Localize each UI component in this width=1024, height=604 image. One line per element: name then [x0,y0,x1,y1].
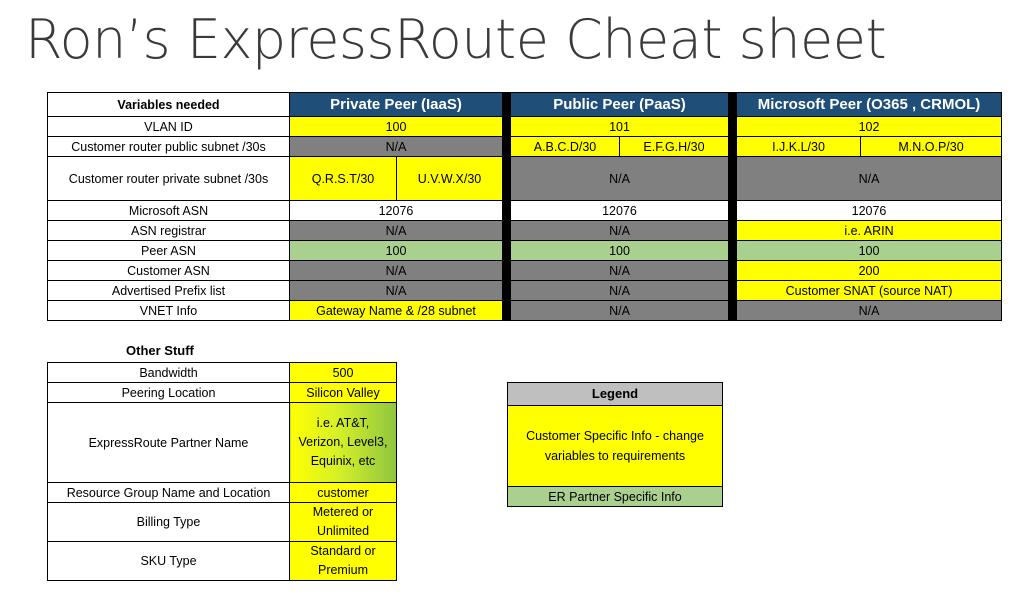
cell-private-subnet-private-b: U.V.W.X/30 [397,157,503,201]
row-label-vnet: VNET Info [48,301,290,321]
cell-asn-registrar-microsoft: i.e. ARIN [737,221,1002,241]
cell-prefix-list-private: N/A [290,281,503,301]
other-label-billing-type: Billing Type [48,503,290,542]
cell-vnet-private: Gateway Name & /28 subnet [290,301,503,321]
row-label-microsoft-asn: Microsoft ASN [48,201,290,221]
other-value-bandwidth: 500 [290,363,397,383]
cell-public-subnet-microsoft-b: M.N.O.P/30 [861,137,1002,157]
cell-customer-asn-private: N/A [290,261,503,281]
header-variables: Variables needed [48,93,290,117]
cell-prefix-list-public: N/A [511,281,729,301]
cell-private-subnet-public: N/A [511,157,729,201]
other-label-peering-location: Peering Location [48,383,290,403]
other-label-bandwidth: Bandwidth [48,363,290,383]
cell-peer-asn-private: 100 [290,241,503,261]
cell-vnet-public: N/A [511,301,729,321]
legend-table [507,382,723,507]
row-label-peer-asn: Peer ASN [48,241,290,261]
legend-customer-specific: Customer Specific Info - change variables to requirements [508,406,723,487]
cell-public-subnet-public-b: E.F.G.H/30 [620,137,729,157]
cell-peer-asn-microsoft: 100 [737,241,1002,261]
other-value-partner-name: i.e. AT&T, Verizon, Level3, Equinix, etc [290,403,397,483]
cell-public-subnet-public-a: A.B.C.D/30 [511,137,620,157]
header-public-peer: Public Peer (PaaS) [511,93,729,117]
cell-microsoft-asn-private: 12076 [290,201,503,221]
cell-vlan-microsoft: 102 [737,117,1002,137]
cell-public-subnet-private: N/A [290,137,503,157]
other-value-sku-type: Standard or Premium [290,542,397,581]
cell-asn-registrar-public: N/A [511,221,729,241]
row-label-vlan: VLAN ID [48,117,290,137]
cell-public-subnet-microsoft-a: I.J.K.L/30 [737,137,861,157]
cell-vnet-microsoft: N/A [737,301,1002,321]
cell-peer-asn-public: 100 [511,241,729,261]
column-separator [503,93,511,321]
header-microsoft-peer: Microsoft Peer (O365 , CRMOL) [737,93,1002,117]
other-value-peering-location: Silicon Valley [290,383,397,403]
row-label-prefix-list: Advertised Prefix list [48,281,290,301]
legend-title: Legend [508,383,723,406]
cell-vlan-public: 101 [511,117,729,137]
page-title: Ron’s ExpressRoute Cheat sheet [25,8,887,71]
other-stuff-table [47,362,397,581]
other-label-partner-name: ExpressRoute Partner Name [48,403,290,483]
cell-private-subnet-microsoft: N/A [737,157,1002,201]
peering-table [47,92,1002,321]
legend-partner-specific: ER Partner Specific Info [508,487,723,507]
cell-customer-asn-microsoft: 200 [737,261,1002,281]
row-label-public-subnet: Customer router public subnet /30s [48,137,290,157]
cell-customer-asn-public: N/A [511,261,729,281]
cell-microsoft-asn-microsoft: 12076 [737,201,1002,221]
cell-private-subnet-private-a: Q.R.S.T/30 [290,157,397,201]
row-label-asn-registrar: ASN registrar [48,221,290,241]
row-label-private-subnet: Customer router private subnet /30s [48,157,290,201]
cell-microsoft-asn-public: 12076 [511,201,729,221]
row-label-customer-asn: Customer ASN [48,261,290,281]
header-private-peer: Private Peer (IaaS) [290,93,503,117]
cell-asn-registrar-private: N/A [290,221,503,241]
column-separator [729,93,737,321]
other-stuff-title: Other Stuff [126,343,194,358]
other-value-billing-type: Metered or Unlimited [290,503,397,542]
other-value-resource-group: customer [290,483,397,503]
cell-vlan-private: 100 [290,117,503,137]
other-label-resource-group: Resource Group Name and Location [48,483,290,503]
other-label-sku-type: SKU Type [48,542,290,581]
cell-prefix-list-microsoft: Customer SNAT (source NAT) [737,281,1002,301]
